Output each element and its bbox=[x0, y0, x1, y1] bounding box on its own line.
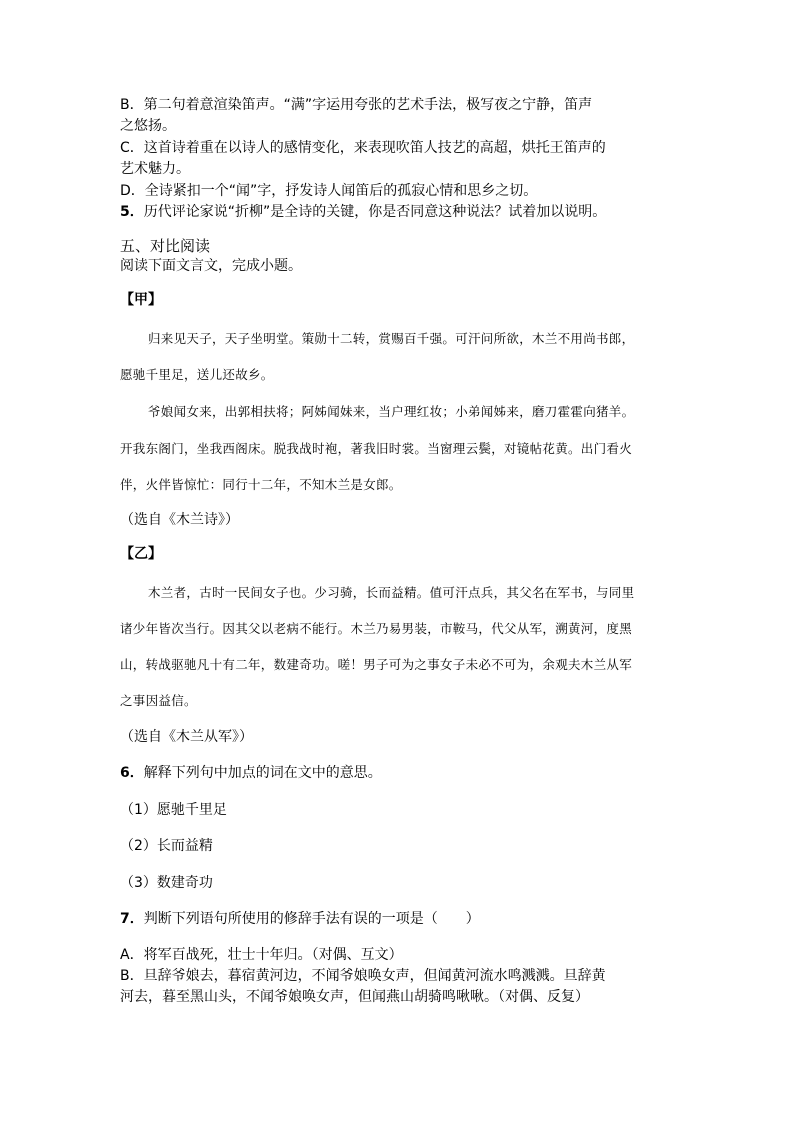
passage-yi-line: 之事因益信。 bbox=[120, 693, 197, 708]
question-7 bbox=[120, 910, 480, 928]
question-6-item: （3）数建奇功 bbox=[120, 875, 213, 891]
passage-yi-label: 【乙】 bbox=[120, 546, 162, 562]
question-5-text: 历代评论家说“折柳”是全诗的关键，你是否同意这种说法？试着加以说明。 bbox=[143, 204, 607, 220]
passage-jia-line: 伴，火伴皆惊忙：同行十二年，不知木兰是女郎。 bbox=[120, 477, 402, 492]
question-5 bbox=[120, 203, 606, 221]
passage-jia-line: 归来见天子，天子坐明堂。策勋十二转，赏赐百千强。可汗问所欲，木兰不用尚书郎， bbox=[148, 331, 635, 346]
question-5-number: 5． bbox=[120, 204, 144, 220]
q4-option-c-line1: C．这首诗着重在以诗人的感情变化，来表现吹笛人技艺的高超，烘托王笛声的 bbox=[120, 140, 606, 156]
q4-option-d: D．全诗紧扣一个“闻”字，抒发诗人闻笛后的孤寂心情和思乡之切。 bbox=[120, 183, 538, 199]
question-6 bbox=[120, 764, 382, 782]
passage-jia-source: （选自《木兰诗》） bbox=[120, 512, 239, 528]
passage-yi-line: 诸少年皆次当行。因其父以老病不能行。木兰乃易男装，市鞍马，代父从军，溯黄河，度黑 bbox=[120, 621, 633, 636]
passage-yi-line: 山，转战驱驰凡十有二年，数建奇功。嗟！男子可为之事女子未必不可为，余观夫木兰从军 bbox=[120, 657, 633, 672]
passage-yi-source: （选自《木兰从军》） bbox=[120, 729, 253, 745]
question-7-number: 7． bbox=[120, 911, 144, 927]
question-6-text: 解释下列句中加点的词在文中的意思。 bbox=[143, 765, 382, 781]
q7-option-a: A．将军百战死，壮士十年归。（对偶、互文） bbox=[120, 947, 403, 963]
section-instruction: 阅读下面文言文，完成小题。 bbox=[120, 258, 302, 274]
q4-option-b-line1: B．第二句着意渲染笛声。“满”字运用夸张的艺术手法，极写夜之宁静，笛声 bbox=[120, 97, 593, 113]
question-6-item: （2）长而益精 bbox=[120, 838, 213, 854]
q4-option-c-line2: 艺术魅力。 bbox=[120, 161, 190, 177]
q7-option-b-line1: B．旦辞爷娘去，暮宿黄河边，不闻爷娘唤女声，但闻黄河流水鸣溅溅。旦辞黄 bbox=[120, 968, 606, 984]
section-heading-comparative-reading: 五、对比阅读 bbox=[120, 237, 211, 255]
passage-yi-line: 木兰者，古时一民间女子也。少习骑，长而益精。值可汗点兵，其父名在军书，与同里 bbox=[148, 585, 635, 600]
question-6-item: （1）愿驰千里足 bbox=[120, 802, 227, 818]
passage-jia-line: 开我东阁门，坐我西阁床。脱我战时袍，著我旧时裳。当窗理云鬓，对镜帖花黄。出门看火 bbox=[120, 441, 633, 456]
passage-jia-label: 【甲】 bbox=[120, 292, 162, 308]
q7-option-b-line2: 河去，暮至黑山头，不闻爷娘唤女声，但闻燕山胡骑鸣啾啾。（对偶、反复） bbox=[120, 989, 589, 1005]
question-7-text: 判断下列语句所使用的修辞手法有误的一项是（ ） bbox=[143, 911, 480, 927]
passage-jia-line: 愿驰千里足，送儿还故乡。 bbox=[120, 367, 274, 382]
q4-option-b-line2: 之悠扬。 bbox=[120, 118, 176, 134]
passage-jia-line: 爷娘闻女来，出郭相扶将；阿姊闻妹来，当户理红妆；小弟闻姊来，磨刀霍霍向猪羊。 bbox=[148, 404, 635, 419]
question-6-number: 6． bbox=[120, 765, 144, 781]
